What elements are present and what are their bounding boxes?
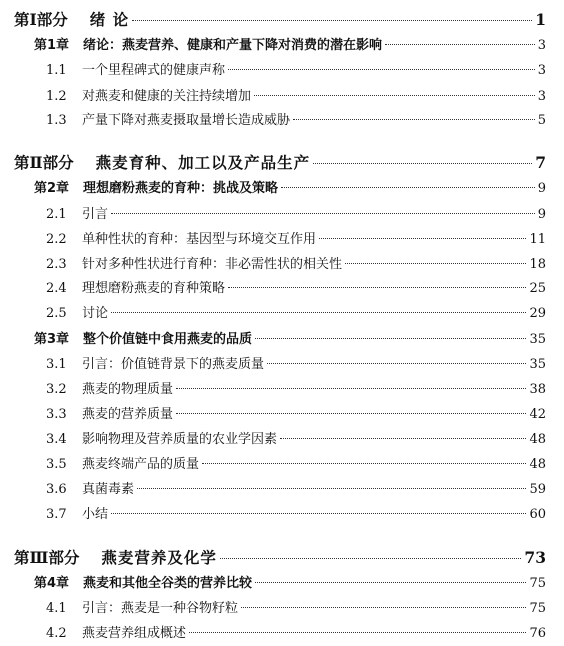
page-number: 11: [529, 232, 546, 247]
section-number: 3.1: [46, 357, 67, 372]
page-number: 29: [529, 306, 546, 321]
dot-leader: [111, 513, 526, 514]
dot-leader: [313, 163, 532, 164]
section-number: 4.2: [46, 626, 67, 641]
section-title: 引言：燕麦是一种谷物籽粒: [82, 601, 239, 616]
page-number: 38: [529, 382, 546, 397]
dot-leader: [111, 312, 526, 313]
section-title: 小结: [82, 507, 109, 522]
section-number: 3.5: [46, 457, 67, 472]
section-title: 理想磨粉燕麦的育种策略: [82, 281, 226, 296]
page-number: 25: [529, 281, 546, 296]
part-number: 第Ⅲ部分: [14, 548, 80, 567]
toc-section: [46, 59, 546, 79]
chapter-number: 第4章: [34, 576, 70, 591]
chapter-title: 燕麦和其他全谷类的营养比较: [83, 576, 253, 591]
toc-section: [46, 622, 546, 642]
section-number: 1.1: [46, 63, 67, 78]
dot-leader: [255, 338, 526, 339]
part-title: 燕麦育种、加工以及产品生产: [95, 153, 311, 172]
chapter-number: 第1章: [34, 38, 70, 53]
dot-leader: [280, 438, 526, 439]
page-number: 59: [529, 482, 546, 497]
section-number: 3.4: [46, 432, 67, 447]
dot-leader: [176, 388, 526, 389]
section-number: 3.6: [46, 482, 67, 497]
dot-leader: [345, 263, 526, 264]
page-number: 48: [529, 432, 546, 447]
dot-leader: [137, 488, 526, 489]
page-number: 48: [529, 457, 546, 472]
section-title: 产量下降对燕麦摄取量增长造成威胁: [82, 113, 291, 128]
page-number: 9: [537, 181, 546, 196]
toc-section: [46, 478, 546, 498]
section-title: 单种性状的育种：基因型与环境交互作用: [82, 232, 317, 247]
toc-chapter: [34, 177, 546, 197]
section-title: 引言：价值链背景下的燕麦质量: [82, 357, 265, 372]
toc-part: [14, 8, 546, 28]
dot-leader: [293, 119, 535, 120]
toc-part: [14, 546, 546, 566]
toc-section: [46, 353, 546, 373]
section-number: 2.1: [46, 207, 67, 222]
section-number: 2.2: [46, 232, 67, 247]
toc-section: [46, 228, 546, 248]
page-number: 3: [537, 38, 546, 53]
section-title: 燕麦终端产品的质量: [82, 457, 200, 472]
toc-section: [46, 277, 546, 297]
toc-section: [46, 302, 546, 322]
dot-leader: [385, 44, 535, 45]
toc-section: [46, 253, 546, 273]
section-number: 3.7: [46, 507, 67, 522]
part-number: 第Ⅰ部分: [14, 10, 68, 29]
toc-section: [46, 85, 546, 105]
toc-section: [46, 453, 546, 473]
chapter-title: 整个价值链中食用燕麦的品质: [83, 332, 253, 347]
dot-leader: [220, 558, 522, 559]
dot-leader: [255, 582, 526, 583]
page-number: 35: [529, 332, 546, 347]
section-title: 影响物理及营养质量的农业学因素: [82, 432, 278, 447]
page-number: 5: [537, 113, 546, 128]
section-title: 引言: [82, 207, 109, 222]
section-title: 讨论: [82, 306, 109, 321]
dot-leader: [241, 607, 526, 608]
section-number: 4.1: [46, 601, 67, 616]
part-title: 绪 论: [89, 10, 130, 29]
section-title: 燕麦的物理质量: [82, 382, 174, 397]
section-title: 针对多种性状进行育种：非必需性状的相关性: [82, 257, 343, 272]
toc-section: [46, 597, 546, 617]
section-title: 对燕麦和健康的关注持续增加: [82, 89, 252, 104]
dot-leader: [254, 95, 535, 96]
dot-leader: [111, 213, 535, 214]
dot-leader: [228, 69, 535, 70]
page-number: 1: [535, 10, 546, 29]
page-number: 73: [524, 548, 546, 567]
page-number: 75: [529, 601, 546, 616]
section-title: 一个里程碑式的健康声称: [82, 63, 226, 78]
section-number: 3.2: [46, 382, 67, 397]
chapter-title: 绪论：燕麦营养、健康和产量下降对消费的潜在影响: [83, 38, 383, 53]
page-number: 42: [529, 407, 546, 422]
toc-section: [46, 203, 546, 223]
toc-section: [46, 428, 546, 448]
section-number: 2.5: [46, 306, 67, 321]
part-title: 燕麦营养及化学: [101, 548, 217, 567]
dot-leader: [319, 238, 526, 239]
toc-section: [46, 378, 546, 398]
toc-section: [46, 503, 546, 523]
section-number: 1.3: [46, 113, 67, 128]
dot-leader: [267, 363, 526, 364]
section-number: 1.2: [46, 89, 67, 104]
toc-section: [46, 109, 546, 129]
section-number: 2.3: [46, 257, 67, 272]
dot-leader: [189, 632, 526, 633]
chapter-title: 理想磨粉燕麦的育种：挑战及策略: [83, 181, 279, 196]
page-number: 76: [529, 626, 546, 641]
toc-chapter: [34, 34, 546, 54]
section-title: 燕麦的营养质量: [82, 407, 174, 422]
page-number: 3: [537, 63, 546, 78]
page-number: 18: [529, 257, 546, 272]
chapter-number: 第2章: [34, 181, 70, 196]
toc-part: [14, 151, 546, 171]
section-title: 燕麦营养组成概述: [82, 626, 187, 641]
section-number: 2.4: [46, 281, 67, 296]
page-number: 60: [529, 507, 546, 522]
section-number: 3.3: [46, 407, 67, 422]
dot-leader: [132, 20, 532, 21]
toc-section: [46, 403, 546, 423]
dot-leader: [281, 187, 535, 188]
toc-chapter: [34, 328, 546, 348]
toc-chapter: [34, 572, 546, 592]
dot-leader: [176, 413, 526, 414]
page-number: 3: [537, 89, 546, 104]
part-number: 第Ⅱ部分: [14, 153, 74, 172]
page-number: 75: [529, 576, 546, 591]
dot-leader: [228, 287, 526, 288]
page-number: 9: [537, 207, 546, 222]
chapter-number: 第3章: [34, 332, 70, 347]
section-title: 真菌毒素: [82, 482, 135, 497]
page-number: 7: [535, 153, 546, 172]
dot-leader: [202, 463, 526, 464]
page-number: 35: [529, 357, 546, 372]
